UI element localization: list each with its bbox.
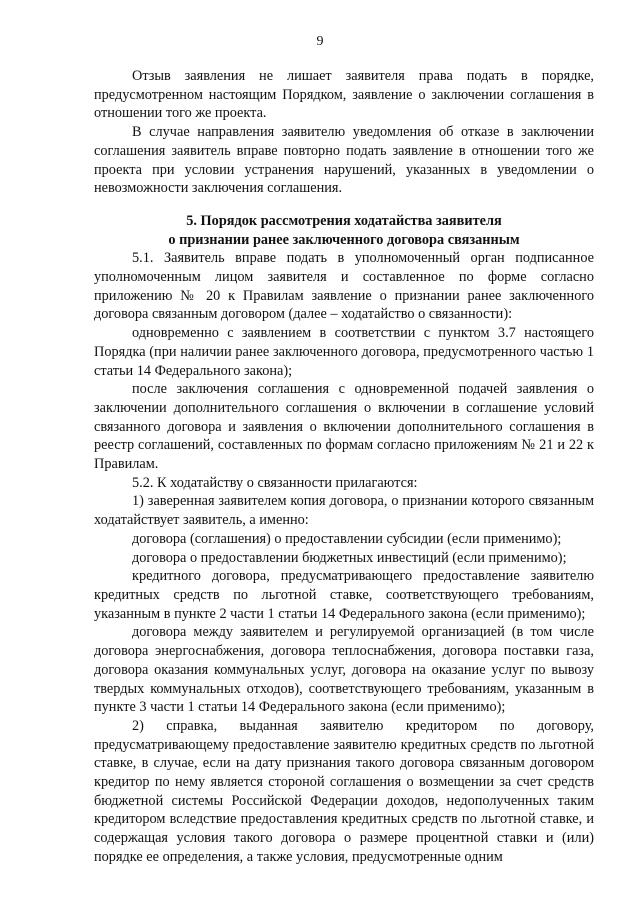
paragraph: договора между заявителем и регулируемой организацией (в том числе договора энергоснабжения, договора теплоснабжения, договора поставки газа, договора оказания коммунальных услуг, договора на оказание услуг по вывозу твердых коммунальных отходов), соответствующего требованиям, указанным в пункте 3 части 1 статьи 14 Федерального закона (если применимо); xyxy=(94,624,594,716)
section-heading-line: о признании ранее заключенного договора связанным xyxy=(168,231,520,248)
section-heading xyxy=(94,212,594,249)
paragraph: договора (соглашения) о предоставлении субсидии (если применимо); xyxy=(132,530,562,547)
document-body xyxy=(94,67,594,867)
paragraph: 1) заверенная заявителем копия договора, о признании которого связанным ходатайствует заявитель, а именно: xyxy=(94,493,594,529)
paragraph: 5.1. Заявитель вправе подать в уполномоченный орган подписанное уполномоченным лицом заявителя и составленное по форме согласно приложению № 20 к Правилам заявление о признании ранее заключенного договора связанным договором (далее – ходатайство о связанности): xyxy=(94,250,594,323)
page-number: 9 xyxy=(316,34,324,49)
paragraph: 2) справка, выданная заявителю кредитором по договору, предусматривающему предоставление заявителю кредитных средств по льготной ставке, в случае, если на дату признания такого договора связанным договором кредитор по нему является стороной соглашения о возмещении за счет средств бюджетной системы Российской Федерации доходов, недополученных таким кредитором вследствие предоставления кредитных средств по льготной ставке, и содержащая условия такого договора о размере процентной ставки и (или) порядке ее определения, а также условия, предусмотренные одним xyxy=(94,717,594,865)
paragraph: Отзыв заявления не лишает заявителя права подать в порядке, предусмотренном настоящим Порядком, заявление о заключении соглашения в отношении того же проекта. xyxy=(94,68,594,122)
paragraph: договора о предоставлении бюджетных инвестиций (если применимо); xyxy=(132,549,567,566)
paragraph: В случае направления заявителю уведомления об отказе в заключении соглашения заявитель вправе повторно подать заявление в отношении того же проекта при условии устранения нарушений, указанных в уведомлении о невозможности заключения соглашения. xyxy=(94,124,594,197)
paragraph: одновременно с заявлением в соответствии с пунктом 3.7 настоящего Порядка (при наличии ранее заключенного договора, предусмотренного частью 1 статьи 14 Федерального закона); xyxy=(94,325,594,379)
paragraph: после заключения соглашения с одновременной подачей заявления о заключении дополнительного соглашения о включении в соглашение условий связанного договора и заявления о включении дополнительного соглашения в реестр соглашений, составленных по формам согласно приложениям № 21 и 22 к Правилам. xyxy=(94,381,594,473)
section-heading-line: 5. Порядок рассмотрения ходатайства заявителя xyxy=(186,212,502,229)
paragraph: кредитного договора, предусматривающего предоставление заявителю кредитных средств по льготной ставке, соответствующего требованиям, указанным в пункте 2 части 1 статьи 14 Федерального закона (если применимо); xyxy=(94,568,594,622)
paragraph: 5.2. К ходатайству о связанности прилагаются: xyxy=(132,474,418,491)
